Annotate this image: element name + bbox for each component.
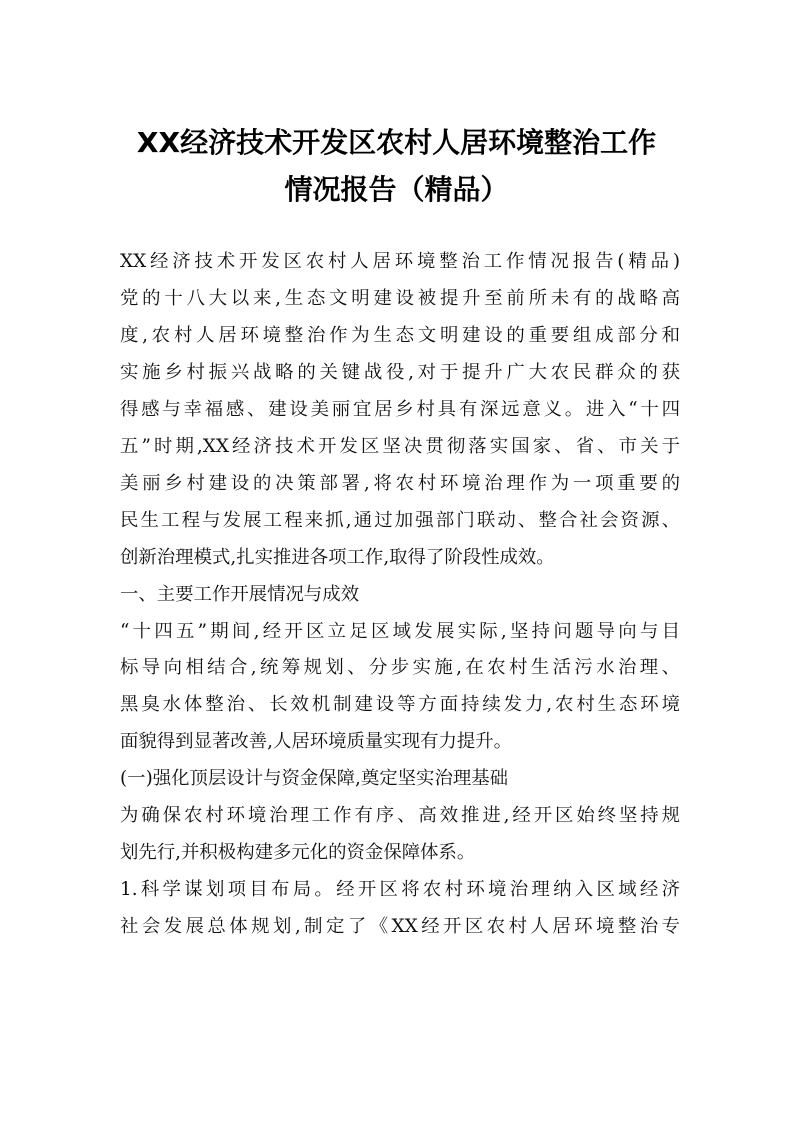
- body-text-line: “十四五”期间,经开区立足区域发展实际,坚持问题导向与目: [120, 620, 680, 642]
- body-text-line: 创新治理模式,扎实推进各项工作,取得了阶段性成效。: [120, 546, 555, 568]
- body-text-line: 1.科学谋划项目布局。经开区将农村环境治理纳入区域经济: [120, 879, 680, 901]
- body-text-line: 民生工程与发展工程来抓,通过加强部门联动、整合社会资源、: [120, 509, 680, 531]
- body-text-line: 党的十八大以来,生态文明建设被提升至前所未有的战略高: [120, 287, 680, 309]
- body-text-line: 得感与幸福感、建设美丽宜居乡村具有深远意义。进入“十四: [120, 398, 680, 420]
- title-line-1: XX经济技术开发区农村人居环境整治工作: [136, 126, 657, 159]
- body-text-line: 一、主要工作开展情况与成效: [120, 583, 360, 605]
- body-text-line: 黑臭水体整治、长效机制建设等方面持续发力,农村生态环境: [120, 694, 680, 716]
- body-text-line: 五”时期,XX经济技术开发区坚决贯彻落实国家、省、市关于: [120, 435, 680, 457]
- body-text-line: 划先行,并积极构建多元化的资金保障体系。: [120, 842, 476, 864]
- body-text-line: 面貌得到显著改善,人居环境质量实现有力提升。: [120, 731, 513, 753]
- body-text-line: (一)强化顶层设计与资金保障,奠定坚实治理基础: [120, 768, 509, 790]
- body-text-line: 社会发展总体规划,制定了《XX经开区农村人居环境整治专: [120, 916, 680, 938]
- body-text-line: 为确保农村环境治理工作有序、高效推进,经开区始终坚持规: [120, 805, 680, 827]
- body-text-line: 美丽乡村建设的决策部署,将农村环境治理作为一项重要的: [120, 472, 680, 494]
- body-text-line: XX经济技术开发区农村人居环境整治工作情况报告(精品): [120, 251, 680, 272]
- title-line-2: 情况报告（精品）: [284, 173, 509, 206]
- body-text-line: 实施乡村振兴战略的关键战役,对于提升广大农民群众的获: [120, 361, 680, 383]
- body-text-line: 标导向相结合,统筹规划、分步实施,在农村生活污水治理、: [120, 657, 680, 679]
- body-text-line: 度,农村人居环境整治作为生态文明建设的重要组成部分和: [120, 324, 680, 346]
